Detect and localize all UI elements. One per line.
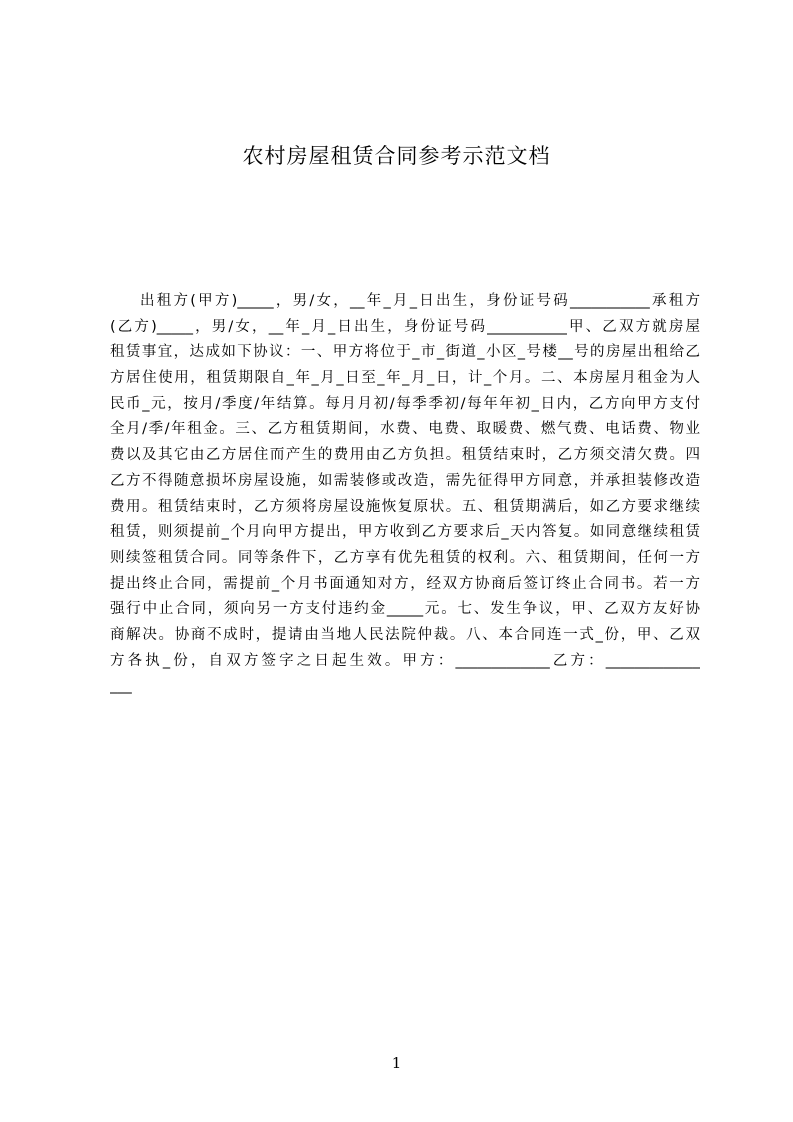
body-line: 费用。租赁结束时，乙方须将房屋设施恢复原状。五、租赁期满后，如乙方要求继续	[110, 498, 700, 515]
body-line: 全月/季/年租金。三、乙方租赁期间，水费、电费、取暖费、燃气费、电话费、物业	[110, 421, 700, 438]
body-line: ___	[110, 678, 132, 695]
body-line: 方各执_份，自双方签字之日起生效。甲方：_____________乙方：_____________	[110, 652, 700, 669]
page-number: 1	[391, 1054, 402, 1072]
body-line: 提出终止合同，需提前_个月书面通知对方，经双方协商后签订终止合同书。若一方	[110, 575, 700, 592]
body-line: 方居住使用，租赁期限自_年_月_日至_年_月_日，计_个月。二、本房屋月租金为人	[110, 370, 700, 387]
document-title: 农村房屋租赁合同参考示范文档	[242, 144, 551, 168]
body-line: 则续签租赁合同。同等条件下，乙方享有优先租赁的权利。六、租赁期间，任何一方	[110, 549, 700, 566]
body-line: 乙方不得随意损坏房屋设施，如需装修或改造，需先征得甲方同意，并承担装修改造	[110, 472, 700, 489]
body-line: 费以及其它由乙方居住而产生的费用由乙方负担。租赁结束时，乙方须交清欠费。四	[110, 447, 700, 464]
contract-body	[110, 289, 700, 700]
body-line: (乙方)_____，男/女，__年_月_日出生，身份证号码___________甲、乙双方就房屋	[110, 318, 700, 335]
body-line: 商解决。协商不成时，提请由当地人民法院仲裁。八、本合同连一式_份，甲、乙双	[110, 626, 700, 643]
body-line: 强行中止合同，须向另一方支付违约金_____元。七、发生争议，甲、乙双方友好协	[110, 601, 700, 618]
body-line: 租赁，则须提前_个月向甲方提出，甲方收到乙方要求后_天内答复。如同意继续租赁	[110, 524, 700, 541]
body-line: 租赁事宜，达成如下协议：一、甲方将位于_市_街道_小区_号楼__号的房屋出租给乙	[110, 344, 700, 361]
body-line: 民币_元，按月/季度/年结算。每月月初/每季季初/每年年初_日内，乙方向甲方支付	[110, 395, 700, 412]
body-line: 出租方(甲方)_____，男/女，__年_月_日出生，身份证号码___________承租方	[140, 293, 700, 309]
